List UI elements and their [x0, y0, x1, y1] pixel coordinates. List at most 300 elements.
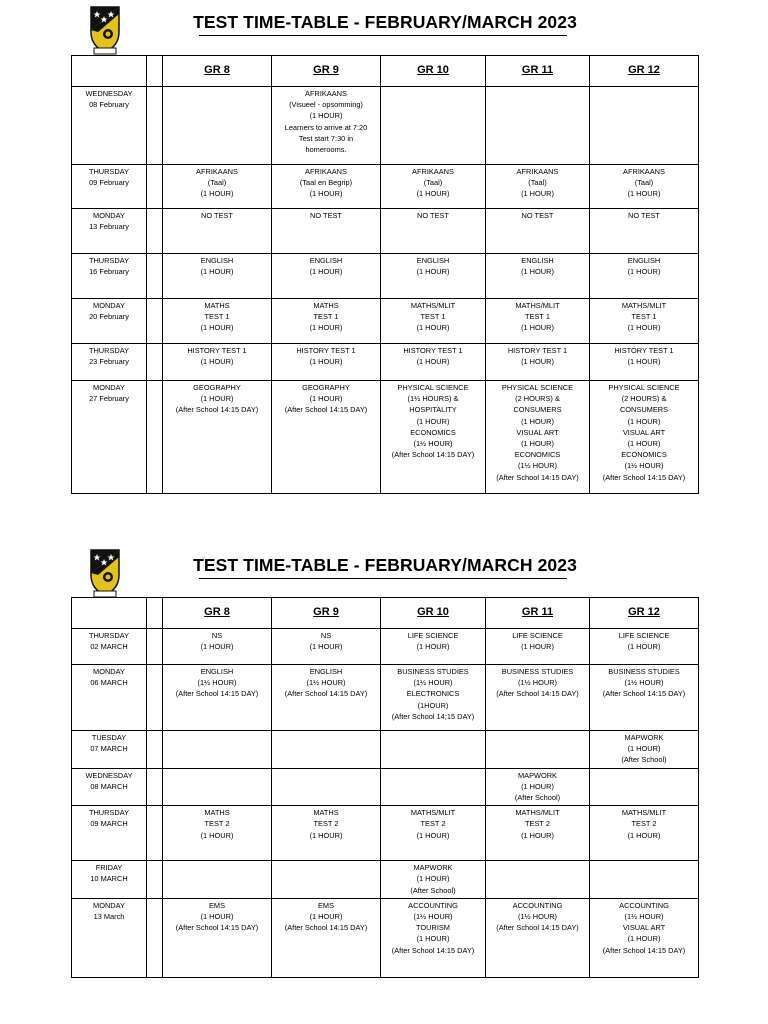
test-line: (1 HOUR) — [627, 642, 661, 652]
test-line: (1 HOUR) — [309, 912, 343, 922]
test-line: (Taal) — [634, 178, 654, 188]
test-cell — [272, 731, 381, 769]
test-line: (1 HOUR) — [416, 934, 450, 944]
test-cell — [486, 898, 590, 977]
day-cell — [72, 165, 147, 209]
test-cell — [590, 165, 699, 209]
table-row — [72, 768, 699, 806]
test-cell — [486, 87, 590, 165]
day-text: 27 February — [89, 394, 129, 404]
test-line: HISTORY TEST 1 — [507, 346, 568, 355]
test-line: BUSINESS STUDIES — [501, 667, 574, 676]
test-line: (1 HOUR) — [521, 642, 554, 652]
spacer-cell — [147, 299, 163, 344]
test-line: TOURISM — [416, 923, 450, 933]
test-line: (Visueel - opsomming) — [289, 100, 363, 110]
test-line: (1 HOUR) — [200, 642, 234, 652]
test-line: (After School 14:15 DAY) — [391, 945, 475, 955]
test-cell — [486, 629, 590, 665]
test-cell — [381, 768, 486, 806]
test-line: HISTORY TEST 1 — [187, 346, 247, 355]
test-line: ENGLISH — [309, 256, 343, 265]
test-cell — [163, 768, 272, 806]
test-line: AFRIKAANS — [623, 167, 665, 176]
test-line: (1½ HOUR) — [624, 678, 664, 688]
test-line: (1½ HOUR) — [517, 678, 557, 688]
test-line: BUSINESS STUDIES — [608, 667, 680, 676]
test-cell — [486, 165, 590, 209]
test-cell — [590, 344, 699, 381]
test-cell — [486, 299, 590, 344]
day-cell — [72, 87, 147, 165]
timetable — [71, 597, 699, 978]
day-cell — [72, 629, 147, 665]
day-text: 09 February — [89, 178, 129, 188]
test-cell — [272, 344, 381, 381]
day-text: 08 February — [89, 100, 129, 110]
test-line: (1 HOUR) — [309, 111, 343, 121]
test-line: (1½ HOUR) — [517, 912, 557, 922]
day-text: MONDAY — [93, 900, 125, 910]
test-cell — [486, 861, 590, 899]
test-cell — [590, 731, 699, 769]
title-underline — [199, 35, 567, 36]
test-cell — [163, 165, 272, 209]
test-line: (1½ HOUR) — [413, 439, 453, 449]
test-cell — [381, 861, 486, 899]
test-line: (1 HOUR) — [416, 642, 450, 652]
test-cell — [486, 381, 590, 494]
test-line: NO TEST — [310, 211, 342, 220]
test-line: (After School 14:15 DAY) — [175, 923, 259, 933]
test-line: (1½ HOUR) — [197, 678, 237, 688]
day-cell — [72, 209, 147, 254]
test-cell — [163, 381, 272, 494]
spacer-cell — [147, 209, 163, 254]
test-line: (1½ HOUR) — [413, 912, 453, 922]
test-line: HISTORY TEST 1 — [296, 346, 356, 355]
test-line: ACCOUNTING — [408, 900, 458, 910]
table-row — [72, 209, 699, 254]
test-line: (1 HOUR) — [416, 874, 450, 884]
test-line: VISUAL ART — [622, 923, 666, 933]
test-line: ENGLISH — [200, 256, 234, 265]
test-line: MATHS — [313, 301, 339, 310]
test-line: AFRIKAANS — [196, 167, 238, 176]
test-cell — [381, 209, 486, 254]
test-line: MATHS — [204, 301, 230, 310]
spacer-header — [147, 56, 163, 87]
day-cell — [72, 898, 147, 977]
test-line: (1 HOUR) — [200, 912, 234, 922]
test-line: (1 HOUR) — [200, 394, 234, 404]
test-cell — [163, 806, 272, 861]
test-line: BUSINESS STUDIES — [397, 667, 469, 676]
day-cell — [72, 344, 147, 381]
day-cell — [72, 381, 147, 494]
test-cell — [381, 254, 486, 299]
test-line: (1 HOUR) — [200, 323, 234, 333]
test-line: (After School 14:15 DAY) — [602, 945, 686, 955]
day-text: WEDNESDAY — [85, 770, 133, 780]
test-line: (1 HOUR) — [309, 267, 343, 277]
day-text: THURSDAY — [88, 631, 130, 640]
test-line: (1 HOUR) — [309, 323, 343, 333]
test-line: TEST 2 — [525, 819, 550, 829]
test-cell — [590, 861, 699, 899]
test-line: MATHS/MLIT — [410, 808, 456, 818]
test-line: MATHS — [313, 808, 339, 818]
test-line: (1 HOUR) — [627, 830, 661, 840]
grade-header: GR 8 — [163, 56, 272, 87]
test-cell — [163, 87, 272, 165]
test-line: ACCOUNTING — [619, 900, 669, 910]
spacer-cell — [147, 665, 163, 731]
test-line: ECONOMICS — [410, 427, 456, 437]
day-text: 13 February — [89, 222, 129, 232]
test-line: (After School 14:15 DAY) — [284, 689, 368, 699]
test-line: GEOGRAPHY — [193, 383, 241, 392]
test-line: (Taal) — [207, 178, 227, 188]
test-line: (1 HOUR) — [627, 357, 661, 367]
day-text: 07 MARCH — [90, 744, 128, 754]
test-line: ELECTRONICS — [406, 689, 460, 699]
test-cell — [381, 665, 486, 731]
day-text: THURSDAY — [88, 808, 130, 818]
test-line: NO TEST — [417, 211, 449, 220]
test-cell — [590, 299, 699, 344]
test-cell — [590, 629, 699, 665]
test-line: (Taal en Begrip) — [299, 178, 353, 188]
test-line: MAPWORK — [413, 863, 453, 873]
test-line: (1½ HOUR) — [517, 461, 557, 471]
test-cell — [163, 898, 272, 977]
table-row — [72, 898, 699, 977]
test-line: LIFE SCIENCE — [407, 631, 459, 640]
test-line: CONSUMERS — [513, 405, 562, 415]
test-line: (After School) — [621, 755, 667, 765]
test-line: (1 HOUR) — [309, 357, 343, 367]
test-line: ECONOMICS — [514, 450, 561, 460]
test-cell — [272, 629, 381, 665]
test-line: (After School) — [410, 885, 456, 895]
test-line: (After School 14:15 DAY) — [284, 923, 368, 933]
test-line: (After School 14:15 DAY) — [602, 472, 686, 482]
test-line: (1 HOUR) — [416, 357, 450, 367]
test-cell — [486, 806, 590, 861]
spacer-cell — [147, 806, 163, 861]
test-line: TEST 1 — [420, 312, 446, 322]
day-cell — [72, 254, 147, 299]
test-cell — [272, 299, 381, 344]
test-line: (1 HOUR) — [200, 267, 234, 277]
day-text: MONDAY — [93, 667, 125, 676]
test-line: (1 HOUR) — [309, 394, 343, 404]
test-cell — [590, 254, 699, 299]
day-text: 20 February — [89, 312, 129, 322]
test-cell — [272, 768, 381, 806]
spacer-cell — [147, 381, 163, 494]
test-cell — [381, 344, 486, 381]
day-text: 06 MARCH — [90, 678, 128, 688]
test-line: (2 HOURS) & — [621, 394, 667, 404]
day-cell — [72, 299, 147, 344]
day-text: 16 February — [89, 267, 129, 277]
test-line: (1HOUR) — [417, 700, 449, 710]
test-line: (After School 14;15 DAY) — [391, 711, 475, 721]
test-cell — [381, 381, 486, 494]
test-cell — [272, 665, 381, 731]
test-line: ECONOMICS — [621, 450, 667, 460]
test-line: (1½ HOUR) — [306, 678, 346, 688]
table-row — [72, 87, 699, 165]
test-line: MATHS/MLIT — [515, 301, 560, 310]
day-cell — [72, 665, 147, 731]
grade-header: GR 12 — [590, 598, 699, 629]
grade-header: GR 9 — [272, 56, 381, 87]
test-cell — [163, 299, 272, 344]
day-text: 02 MARCH — [90, 642, 128, 652]
test-cell — [381, 898, 486, 977]
test-cell — [486, 254, 590, 299]
test-cell — [163, 254, 272, 299]
test-cell — [381, 299, 486, 344]
test-line: (1 HOUR) — [521, 781, 554, 791]
test-line: NO TEST — [628, 211, 660, 220]
test-cell — [272, 806, 381, 861]
test-line: (Taal) — [528, 178, 547, 188]
test-line: (1½ HOUR) — [624, 912, 664, 922]
test-line: (1 HOUR) — [627, 744, 661, 754]
grade-header: GR 11 — [486, 56, 590, 87]
test-line: AFRIKAANS — [305, 89, 347, 98]
page-title: TEST TIME-TABLE - FEBRUARY/MARCH 2023 — [193, 12, 577, 32]
test-cell — [163, 665, 272, 731]
timetable — [71, 55, 699, 494]
test-cell — [163, 629, 272, 665]
test-cell — [272, 254, 381, 299]
day-text: 08 MARCH — [90, 781, 128, 791]
test-line: (1 HOUR) — [416, 830, 450, 840]
test-cell — [486, 731, 590, 769]
test-line: (Taal) — [423, 178, 443, 188]
day-text: MONDAY — [93, 211, 125, 220]
day-cell — [72, 861, 147, 899]
test-line: (1 HOUR) — [416, 323, 450, 333]
page-title: TEST TIME-TABLE - FEBRUARY/MARCH 2023 — [193, 555, 577, 575]
test-cell — [272, 861, 381, 899]
school-crest-icon — [88, 4, 122, 56]
table-row — [72, 665, 699, 731]
test-line: (1 HOUR) — [521, 416, 554, 426]
test-line: (1 HOUR) — [309, 189, 343, 199]
test-line: Test start 7:30 in — [298, 133, 354, 143]
test-line: LIFE SCIENCE — [618, 631, 670, 640]
test-line: (1 HOUR) — [521, 439, 554, 449]
test-cell — [163, 861, 272, 899]
test-line: (1 HOUR) — [627, 189, 661, 199]
spacer-cell — [147, 254, 163, 299]
day-text: 09 MARCH — [90, 819, 128, 829]
test-line: (1 HOUR) — [200, 830, 234, 840]
test-line: (After School 14:15 DAY) — [391, 450, 475, 460]
test-line: (1 HOUR) — [627, 934, 661, 944]
test-line: ENGLISH — [627, 256, 661, 265]
test-cell — [590, 665, 699, 731]
title-underline — [199, 578, 567, 579]
test-cell — [381, 165, 486, 209]
test-cell — [381, 629, 486, 665]
test-cell — [272, 87, 381, 165]
grade-header: GR 12 — [590, 56, 699, 87]
day-cell — [72, 806, 147, 861]
test-line: VISUAL ART — [516, 427, 559, 437]
test-line: ENGLISH — [200, 667, 234, 676]
test-line: VISUAL ART — [622, 427, 666, 437]
test-line: TEST 2 — [631, 819, 657, 829]
test-line: TEST 1 — [204, 312, 230, 322]
test-line: (1 HOUR) — [521, 830, 554, 840]
spacer-cell — [147, 629, 163, 665]
table-row — [72, 344, 699, 381]
test-line: LIFE SCIENCE — [512, 631, 563, 640]
test-line: (1 HOUR) — [521, 323, 554, 333]
day-text: FRIDAY — [95, 863, 123, 873]
table-row — [72, 165, 699, 209]
spacer-cell — [147, 898, 163, 977]
test-line: homerooms. — [305, 145, 347, 155]
test-line: NS — [320, 631, 332, 640]
day-text: 10 MARCH — [90, 874, 128, 884]
spacer-header — [147, 598, 163, 629]
test-cell — [590, 898, 699, 977]
test-line: NO TEST — [521, 211, 554, 220]
test-line: EMS — [317, 900, 334, 910]
test-line: MATHS/MLIT — [410, 301, 456, 310]
test-line: (1 HOUR) — [627, 267, 661, 277]
test-line: NO TEST — [201, 211, 233, 220]
spacer-cell — [147, 344, 163, 381]
test-cell — [590, 768, 699, 806]
table-row — [72, 299, 699, 344]
test-line: TEST 1 — [525, 312, 550, 322]
day-text: 23 February — [89, 357, 129, 367]
spacer-cell — [147, 731, 163, 769]
test-line: GEOGRAPHY — [302, 383, 350, 392]
test-cell — [486, 665, 590, 731]
day-text: THURSDAY — [88, 346, 130, 355]
test-line: (1 HOUR) — [200, 189, 234, 199]
test-line: (1 HOUR) — [309, 830, 343, 840]
day-header — [72, 56, 147, 87]
test-cell — [486, 768, 590, 806]
grade-header: GR 10 — [381, 598, 486, 629]
test-line: (1 HOUR) — [200, 357, 234, 367]
test-line: (After School 14:15 DAY) — [602, 689, 686, 699]
spacer-cell — [147, 87, 163, 165]
test-cell — [590, 87, 699, 165]
test-line: (1 HOUR) — [416, 416, 450, 426]
test-line: (2 HOURS) & — [515, 394, 560, 404]
test-line: ENGLISH — [416, 256, 450, 265]
test-line: ACCOUNTING — [512, 900, 563, 910]
test-cell — [163, 344, 272, 381]
grade-header: GR 10 — [381, 56, 486, 87]
table-row — [72, 861, 699, 899]
test-cell — [272, 165, 381, 209]
test-line: ENGLISH — [309, 667, 343, 676]
test-cell — [272, 209, 381, 254]
test-line: AFRIKAANS — [412, 167, 454, 176]
test-cell — [272, 381, 381, 494]
test-cell — [163, 731, 272, 769]
test-line: ENGLISH — [521, 256, 554, 265]
test-cell — [163, 209, 272, 254]
table-row — [72, 806, 699, 861]
test-line: (1 HOUR) — [309, 642, 343, 652]
test-cell — [381, 731, 486, 769]
test-line: CONSUMERS — [619, 405, 669, 415]
test-line: (After School) — [514, 793, 561, 803]
day-text: MONDAY — [93, 383, 125, 392]
day-text: 13 March — [93, 912, 125, 922]
table-row — [72, 731, 699, 769]
table-row — [72, 254, 699, 299]
day-text: THURSDAY — [88, 167, 130, 176]
day-text: WEDNESDAY — [85, 89, 133, 98]
test-line: (After School 14:15 DAY) — [496, 923, 579, 933]
test-line: (After School 14:15 DAY) — [175, 689, 259, 699]
test-cell — [590, 381, 699, 494]
test-cell — [590, 806, 699, 861]
day-text: TUESDAY — [91, 733, 127, 742]
day-header — [72, 598, 147, 629]
test-cell — [381, 87, 486, 165]
test-line: TEST 1 — [313, 312, 339, 322]
test-line: (1 HOUR) — [416, 189, 450, 199]
test-line: EMS — [208, 900, 225, 910]
test-line: MATHS/MLIT — [621, 301, 667, 310]
day-text: MONDAY — [93, 301, 125, 310]
test-line: PHYSICAL SCIENCE — [397, 383, 469, 392]
test-cell — [381, 806, 486, 861]
test-line: (After School 14:15 DAY) — [496, 472, 579, 482]
test-line: (1½ HOURS) & — [407, 394, 459, 404]
test-line: MATHS/MLIT — [621, 808, 667, 818]
test-line: AFRIKAANS — [305, 167, 347, 176]
test-line: HISTORY TEST 1 — [403, 346, 463, 355]
test-line: MATHS — [204, 808, 230, 818]
test-line: (After School 14:15 DAY) — [175, 405, 259, 415]
test-line: HOSPITALITY — [409, 405, 457, 415]
test-line: HISTORY TEST 1 — [614, 346, 674, 355]
test-line: TEST 2 — [204, 819, 230, 829]
test-cell — [486, 344, 590, 381]
spacer-cell — [147, 768, 163, 806]
test-line: TEST 1 — [631, 312, 657, 322]
grade-header-row — [72, 56, 699, 87]
grade-header: GR 8 — [163, 598, 272, 629]
grade-header: GR 9 — [272, 598, 381, 629]
test-line: (1 HOUR) — [521, 189, 554, 199]
test-line: MATHS/MLIT — [515, 808, 560, 818]
test-line: MAPWORK — [624, 733, 664, 742]
test-cell — [590, 209, 699, 254]
school-crest-icon — [88, 547, 122, 599]
test-line: (1 HOUR) — [627, 416, 661, 426]
test-line: PHYSICAL SCIENCE — [501, 383, 574, 392]
test-line: Learners to arrive at 7:20 — [284, 122, 368, 132]
